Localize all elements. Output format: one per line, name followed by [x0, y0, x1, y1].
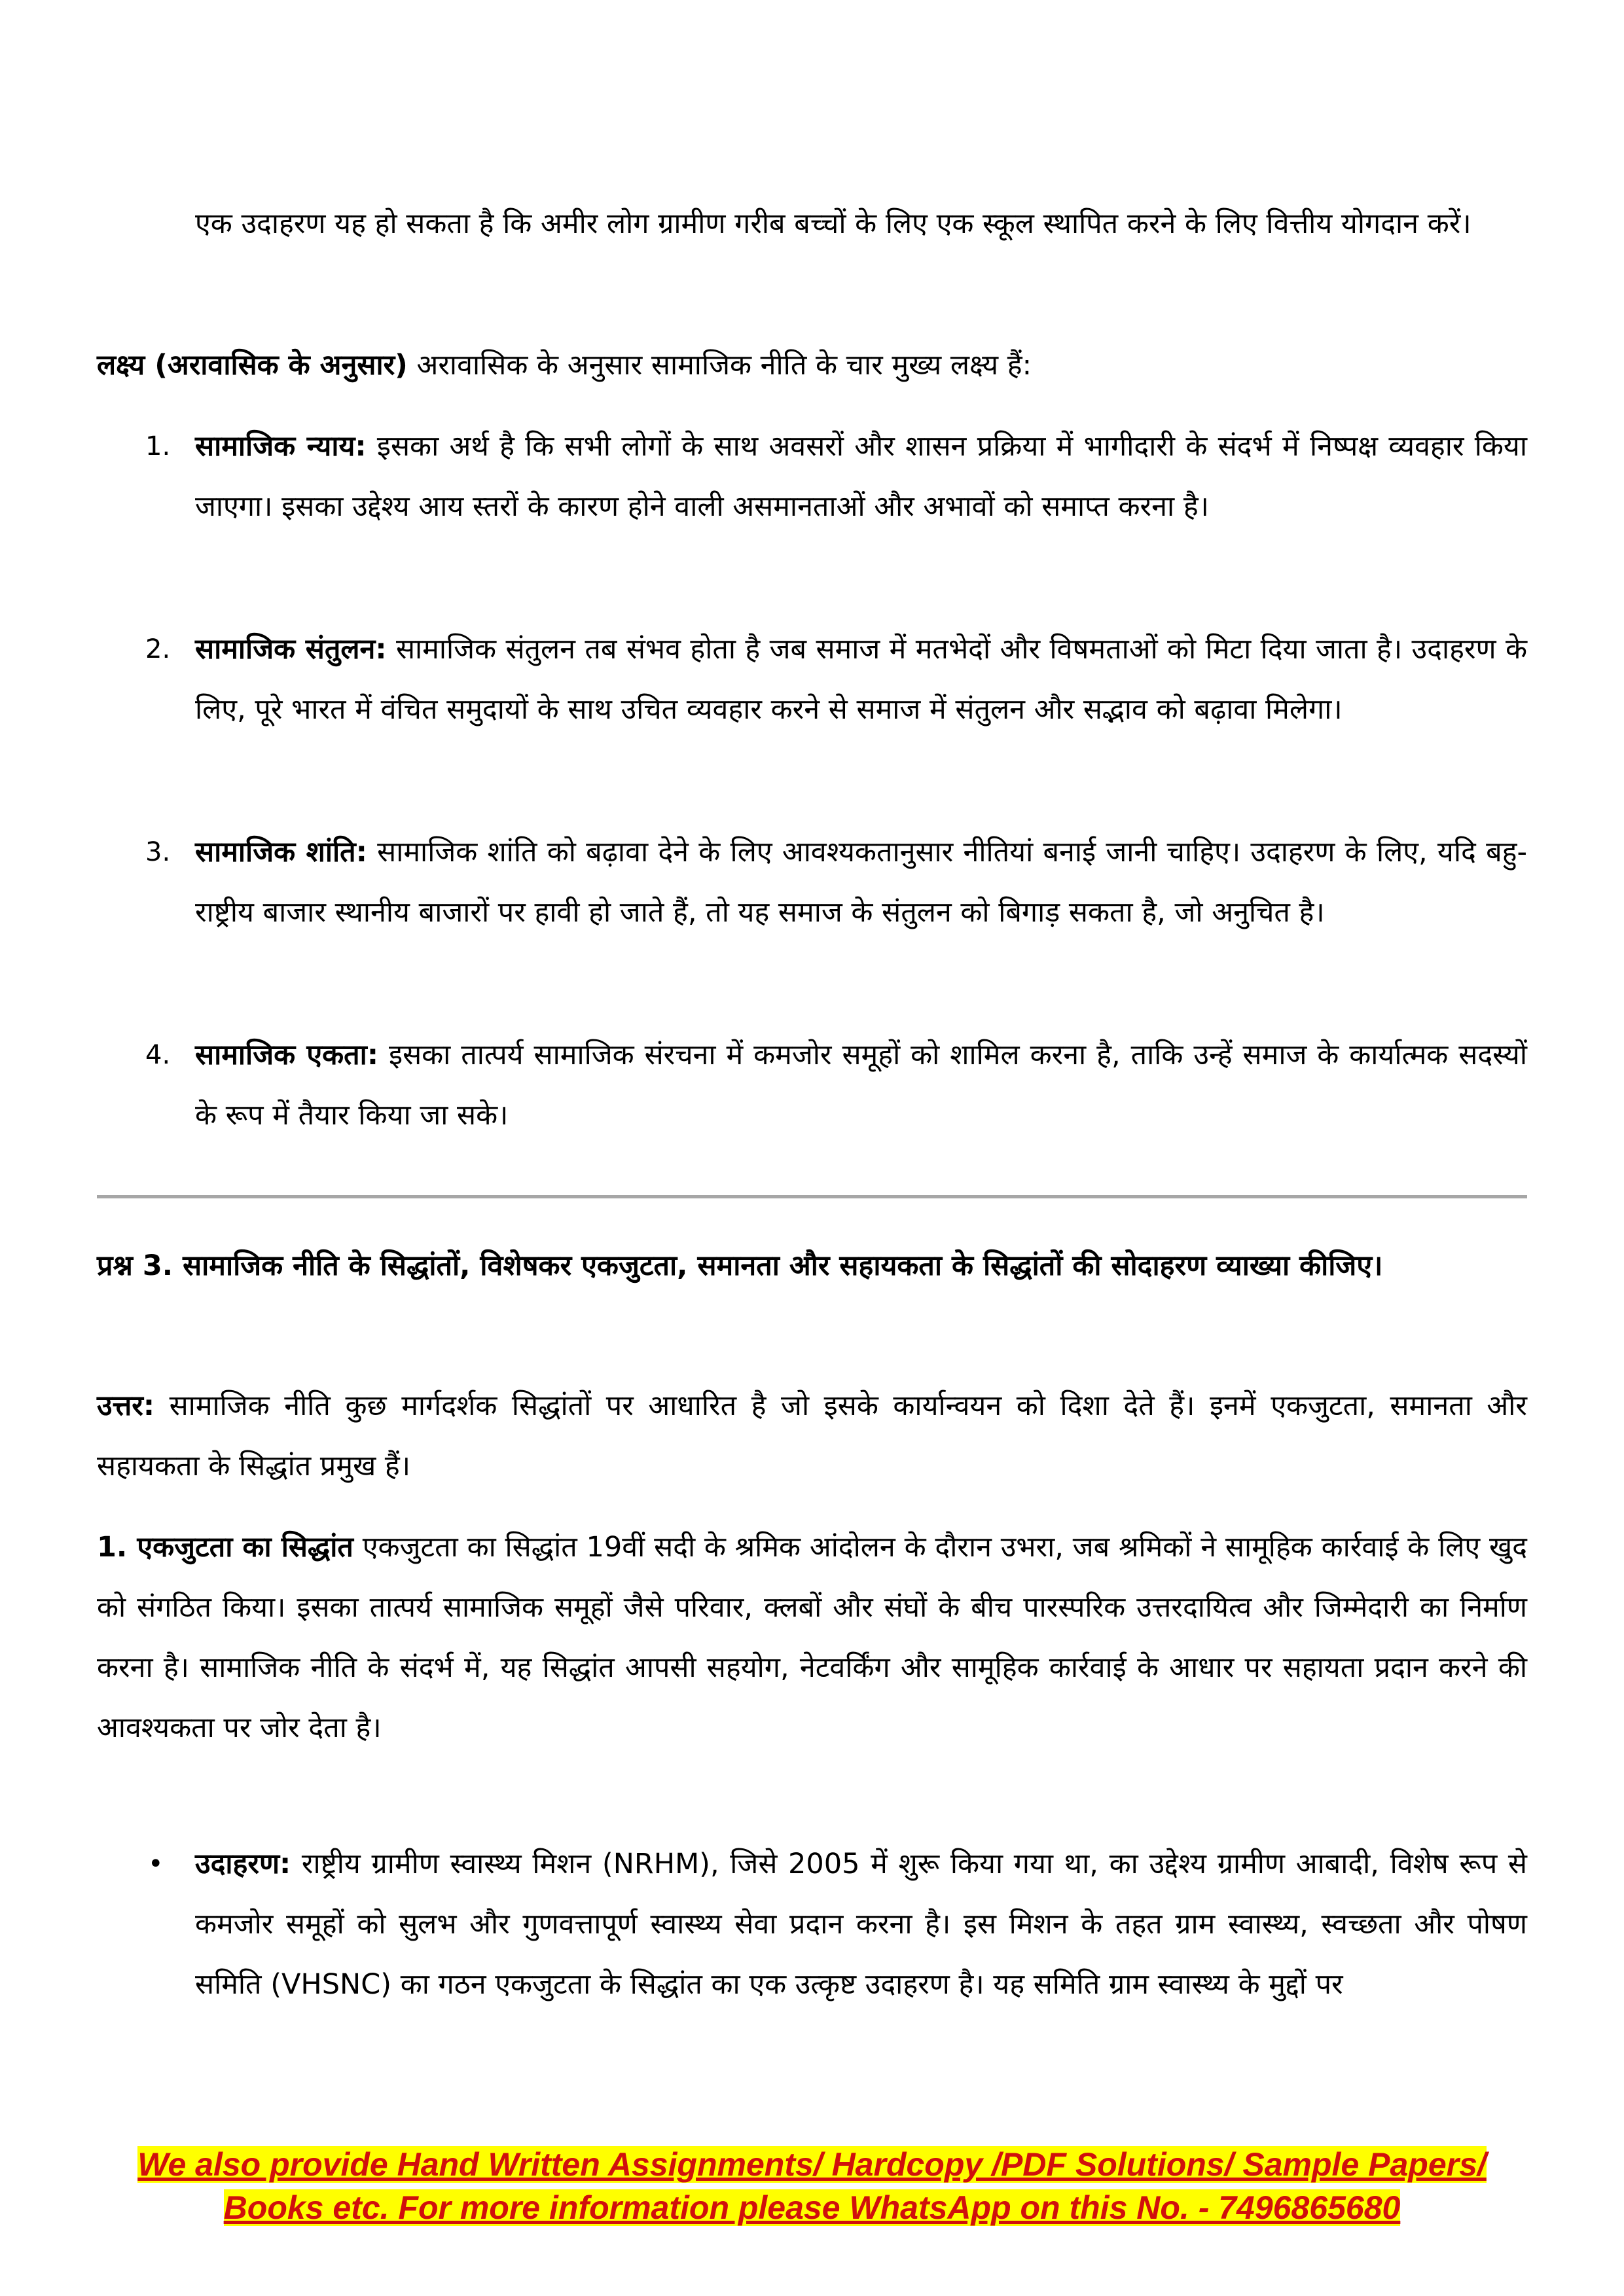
goal-title: सामाजिक संतुलन: [195, 633, 387, 666]
section-divider [97, 1195, 1527, 1198]
example-bullet-item [145, 1834, 1527, 2015]
solidarity-text: एकजुटता का सिद्धांत 19वीं सदी के श्रमिक आंदोलन के दौरान उभरा, जब श्रमिकों ने सामूहिक कार्रवाई के लिए खुद को संगठित किया। इसका तात्पर्य सामाजिक समूहों जैसे परिवार, क्लबों और संघों के बीच पारस्परिक उत्तरदायित्व और जिम्मेदारी का निर्माण करना है। सामाजिक नीति के संदर्भ में, यह सिद्धांत आपसी सहयोग, नेटवर्किंग और सामूहिक कार्रवाई के आधार पर सहायता प्रदान करने की आवश्यकता पर जोर देता है। [97, 1531, 1527, 1744]
goals-intro-text: अरावासिक के अनुसार सामाजिक नीति के चार मुख्य लक्ष्य हैं: [407, 349, 1032, 382]
goal-title: सामाजिक न्याय: [195, 430, 367, 463]
goals-paragraph [97, 335, 1527, 395]
goal-text: इसका अर्थ है कि सभी लोगों के साथ अवसरों और शासन प्रक्रिया में भागीदारी के संदर्भ में निष्पक्ष व्यवहार किया जाएगा। इसका उद्देश्य आय स्तरों के कारण होने वाली असमानताओं और अभावों को समाप्त करना है। [195, 430, 1527, 523]
question-3 [97, 1236, 1527, 1296]
goal-item-social-balance [145, 619, 1527, 740]
footer-line-2: Books etc. For more information please WhatsApp on this No. - 7496865680 [223, 2189, 1401, 2226]
goal-text: सामाजिक संतुलन तब संभव होता है जब समाज में मतभेदों और विषमताओं को मिटा दिया जाता है। उदाहरण के लिए, पूरे भारत में वंचित समुदायों के साथ उचित व्यवहार करने से समाज में संतुलन और सद्भाव को बढ़ावा मिलेगा। [195, 633, 1527, 726]
goals-heading: लक्ष्य (अरावासिक के अनुसार) [97, 349, 408, 382]
list-number: 2. [145, 634, 171, 664]
list-number: 3. [145, 837, 171, 867]
example-text: राष्ट्रीय ग्रामीण स्वास्थ्य मिशन (NRHM), जिसे 2005 में शुरू किया गया था, का उद्देश्य ग्रामीण आबादी, विशेष रूप से कमजोर समूहों को सुलभ और गुणवत्तापूर्ण स्वास्थ्य सेवा प्रदान करना है। इस मिशन के तहत ग्राम स्वास्थ्य, स्वच्छता और पोषण समिति (VHSNC) का गठन एकजुटता के सिद्धांत का एक उत्कृष्ट उदाहरण है। यह समिति ग्राम स्वास्थ्य के मुद्दों पर [195, 1848, 1527, 2001]
goal-text: इसका तात्पर्य सामाजिक संरचना में कमजोर समूहों को शामिल करना है, ताकि उन्हें समाज के कार्यात्मक सदस्यों के रूप में तैयार किया जा सके। [195, 1039, 1527, 1132]
answer-text: सामाजिक नीति कुछ मार्गदर्शक सिद्धांतों पर आधारित है जो इसके कार्यान्वयन को दिशा देते हैं। इनमें एकजुटता, समानता और सहायकता के सिद्धांत प्रमुख हैं। [97, 1390, 1527, 1482]
example-label: उदाहरण: [195, 1848, 291, 1880]
question-text: प्रश्न 3. सामाजिक नीति के सिद्धांतों, विशेषकर एकजुटता, समानता और सहायकता के सिद्धांतों की सोदाहरण व्याख्या कीजिए। [97, 1249, 1383, 1282]
goal-item-social-justice [145, 416, 1527, 537]
list-number: 4. [145, 1040, 171, 1070]
list-number: 1. [145, 431, 171, 461]
bullet-icon: • [148, 1849, 164, 1879]
goal-text: सामाजिक शांति को बढ़ावा देने के लिए आवश्यकतानुसार नीतियां बनाई जानी चाहिए। उदाहरण के लिए, यदि बहु-राष्ट्रीय बाजार स्थानीय बाजारों पर हावी हो जाते हैं, तो यह समाज के संतुलन को बिगाड़ सकता है, जो अनुचित है। [195, 836, 1527, 929]
answer-label: उत्तर: [97, 1390, 155, 1422]
footer-line-1: We also provide Hand Written Assignments/ Hardcopy /PDF Solutions/ Sample Papers/ [137, 2146, 1487, 2183]
solidarity-heading: 1. एकजुटता का सिद्धांत [97, 1531, 353, 1564]
goal-title: सामाजिक शांति: [195, 836, 367, 869]
solidarity-paragraph [97, 1517, 1527, 1758]
goal-item-social-peace [145, 822, 1527, 942]
footer-promo [97, 2143, 1527, 2229]
goal-item-social-unity [145, 1025, 1527, 1145]
intro-example-paragraph: एक उदाहरण यह हो सकता है कि अमीर लोग ग्रामीण गरीब बच्चों के लिए एक स्कूल स्थापित करने के लिए वित्तीय योगदान करें। [195, 207, 1471, 240]
answer-paragraph [97, 1376, 1527, 1496]
goal-title: सामाजिक एकता: [195, 1039, 379, 1071]
